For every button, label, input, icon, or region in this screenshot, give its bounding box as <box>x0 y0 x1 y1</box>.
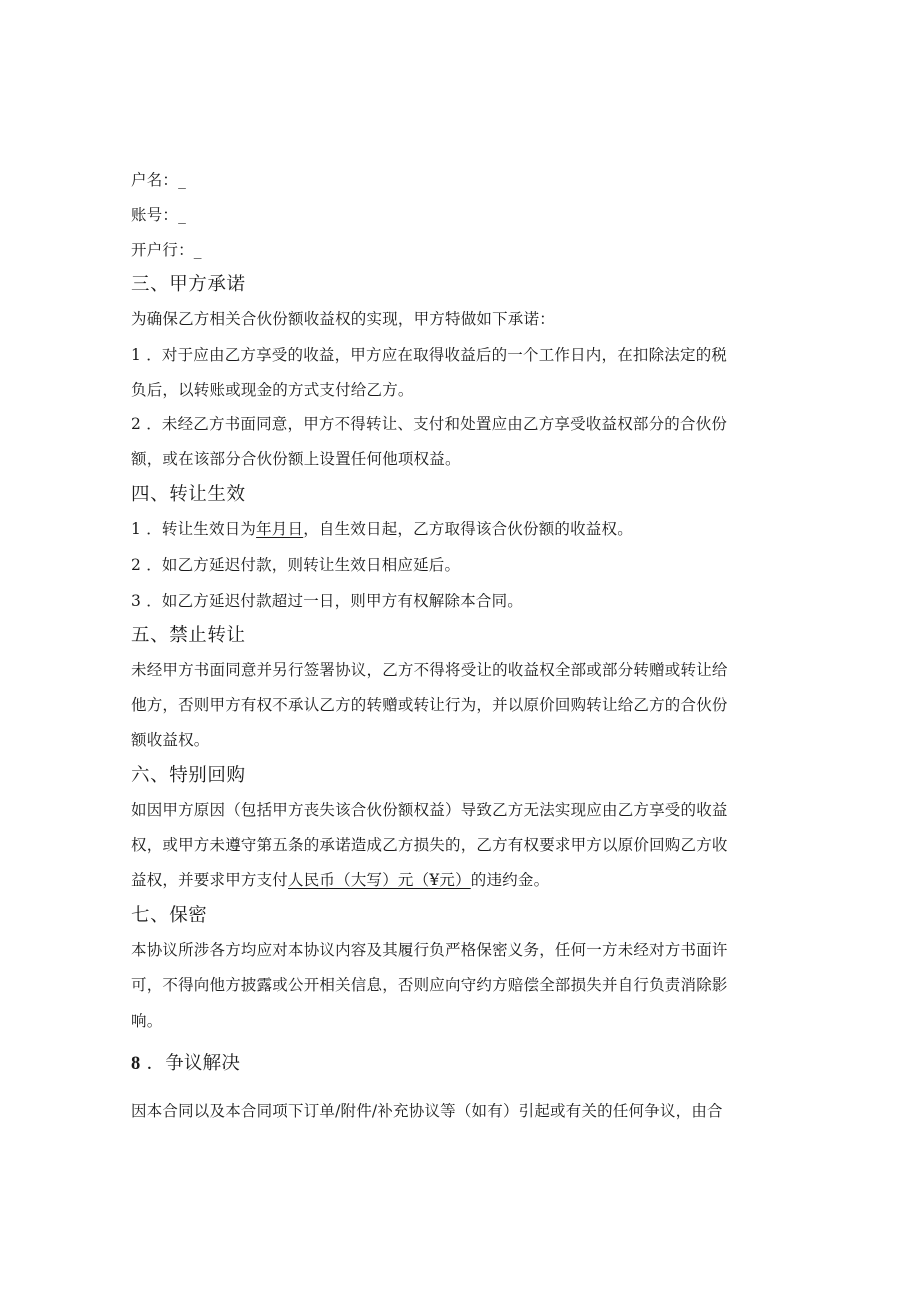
section-3-item-1-line-2: 负后，以转账或现金的方式支付给乙方。 <box>131 381 414 399</box>
section-4-item-2: 2 ．如乙方延迟付款，则转让生效日相应延后。 <box>131 556 461 574</box>
section-5-heading: 五、禁止转让 <box>131 625 246 646</box>
effective-date-blank: 年月日 <box>256 520 304 538</box>
section-6-heading: 六、特别回购 <box>131 765 246 786</box>
section-7-line-3: 响。 <box>131 1012 163 1030</box>
section-3-item-2-line-2: 额，或在该部分合伙份额上设置任何他项权益。 <box>131 450 461 468</box>
section-7-line-2: 可，不得向他方披露或公开相关信息，否则应向守约方赔偿全部损失并自行负责消除影 <box>131 976 728 994</box>
section-8-title: ．争议解决 <box>140 1053 241 1074</box>
section-6-line-3 <box>131 868 549 890</box>
section-4-heading: 四、转让生效 <box>131 484 246 505</box>
section-3-item-1-line-1: 1 ．对于应由乙方享受的收益，甲方应在取得收益后的一个工作日内，在扣除法定的税 <box>131 346 728 364</box>
section-6-line-2: 权，或甲方未遵守第五条的承诺造成乙方损失的，乙方有权要求甲方以原价回购乙方收 <box>131 836 728 854</box>
section-6-line-3-prefix: 益权，并要求甲方支付 <box>131 871 289 889</box>
account-number-line: 账号：_ <box>131 206 187 224</box>
section-8-heading <box>131 1049 240 1075</box>
section-4-item-1-prefix: 1 ．转让生效日为 <box>131 520 257 538</box>
section-5-line-3: 额收益权。 <box>131 731 210 749</box>
penalty-amount-blank: 人民币（大写）元（¥元） <box>288 871 471 889</box>
section-7-heading: 七、保密 <box>131 905 208 926</box>
section-8-line-1: 因本合同以及本合同项下订单/附件/补充协议等（如有）引起或有关的任何争议，由合 <box>131 1102 723 1120</box>
section-4-item-1-suffix: ，自生效日起，乙方取得该合伙份额的收益权。 <box>303 520 633 538</box>
section-3-item-2-line-1: 2 ．未经乙方书面同意，甲方不得转让、支付和处置应由乙方享受收益权部分的合伙份 <box>131 415 728 433</box>
bank-line: 开户行：_ <box>131 241 202 259</box>
section-8-number: 8 <box>131 1054 141 1074</box>
section-4-item-1 <box>131 517 633 539</box>
section-5-line-1: 未经甲方书面同意并另行签署协议，乙方不得将受让的收益权全部或部分转赠或转让给 <box>131 661 728 679</box>
section-3-intro: 为确保乙方相关合伙份额收益权的实现，甲方特做如下承诺： <box>131 310 555 328</box>
section-7-line-1: 本协议所涉各方均应对本协议内容及其履行负严格保密义务，任何一方未经对方书面许 <box>131 941 728 959</box>
account-name-line: 户名：_ <box>131 171 187 189</box>
section-6-line-3-suffix: 的违约金。 <box>470 871 550 889</box>
section-5-line-2: 他方，否则甲方有权不承认乙方的转赠或转让行为，并以原价回购转让给乙方的合伙份 <box>131 696 728 714</box>
section-6-line-1: 如因甲方原因（包括甲方丧失该合伙份额权益）导致乙方无法实现应由乙方享受的收益 <box>131 801 728 819</box>
section-3-heading: 三、甲方承诺 <box>131 274 246 295</box>
section-4-item-3: 3 ．如乙方延迟付款超过一日，则甲方有权解除本合同。 <box>131 592 523 610</box>
